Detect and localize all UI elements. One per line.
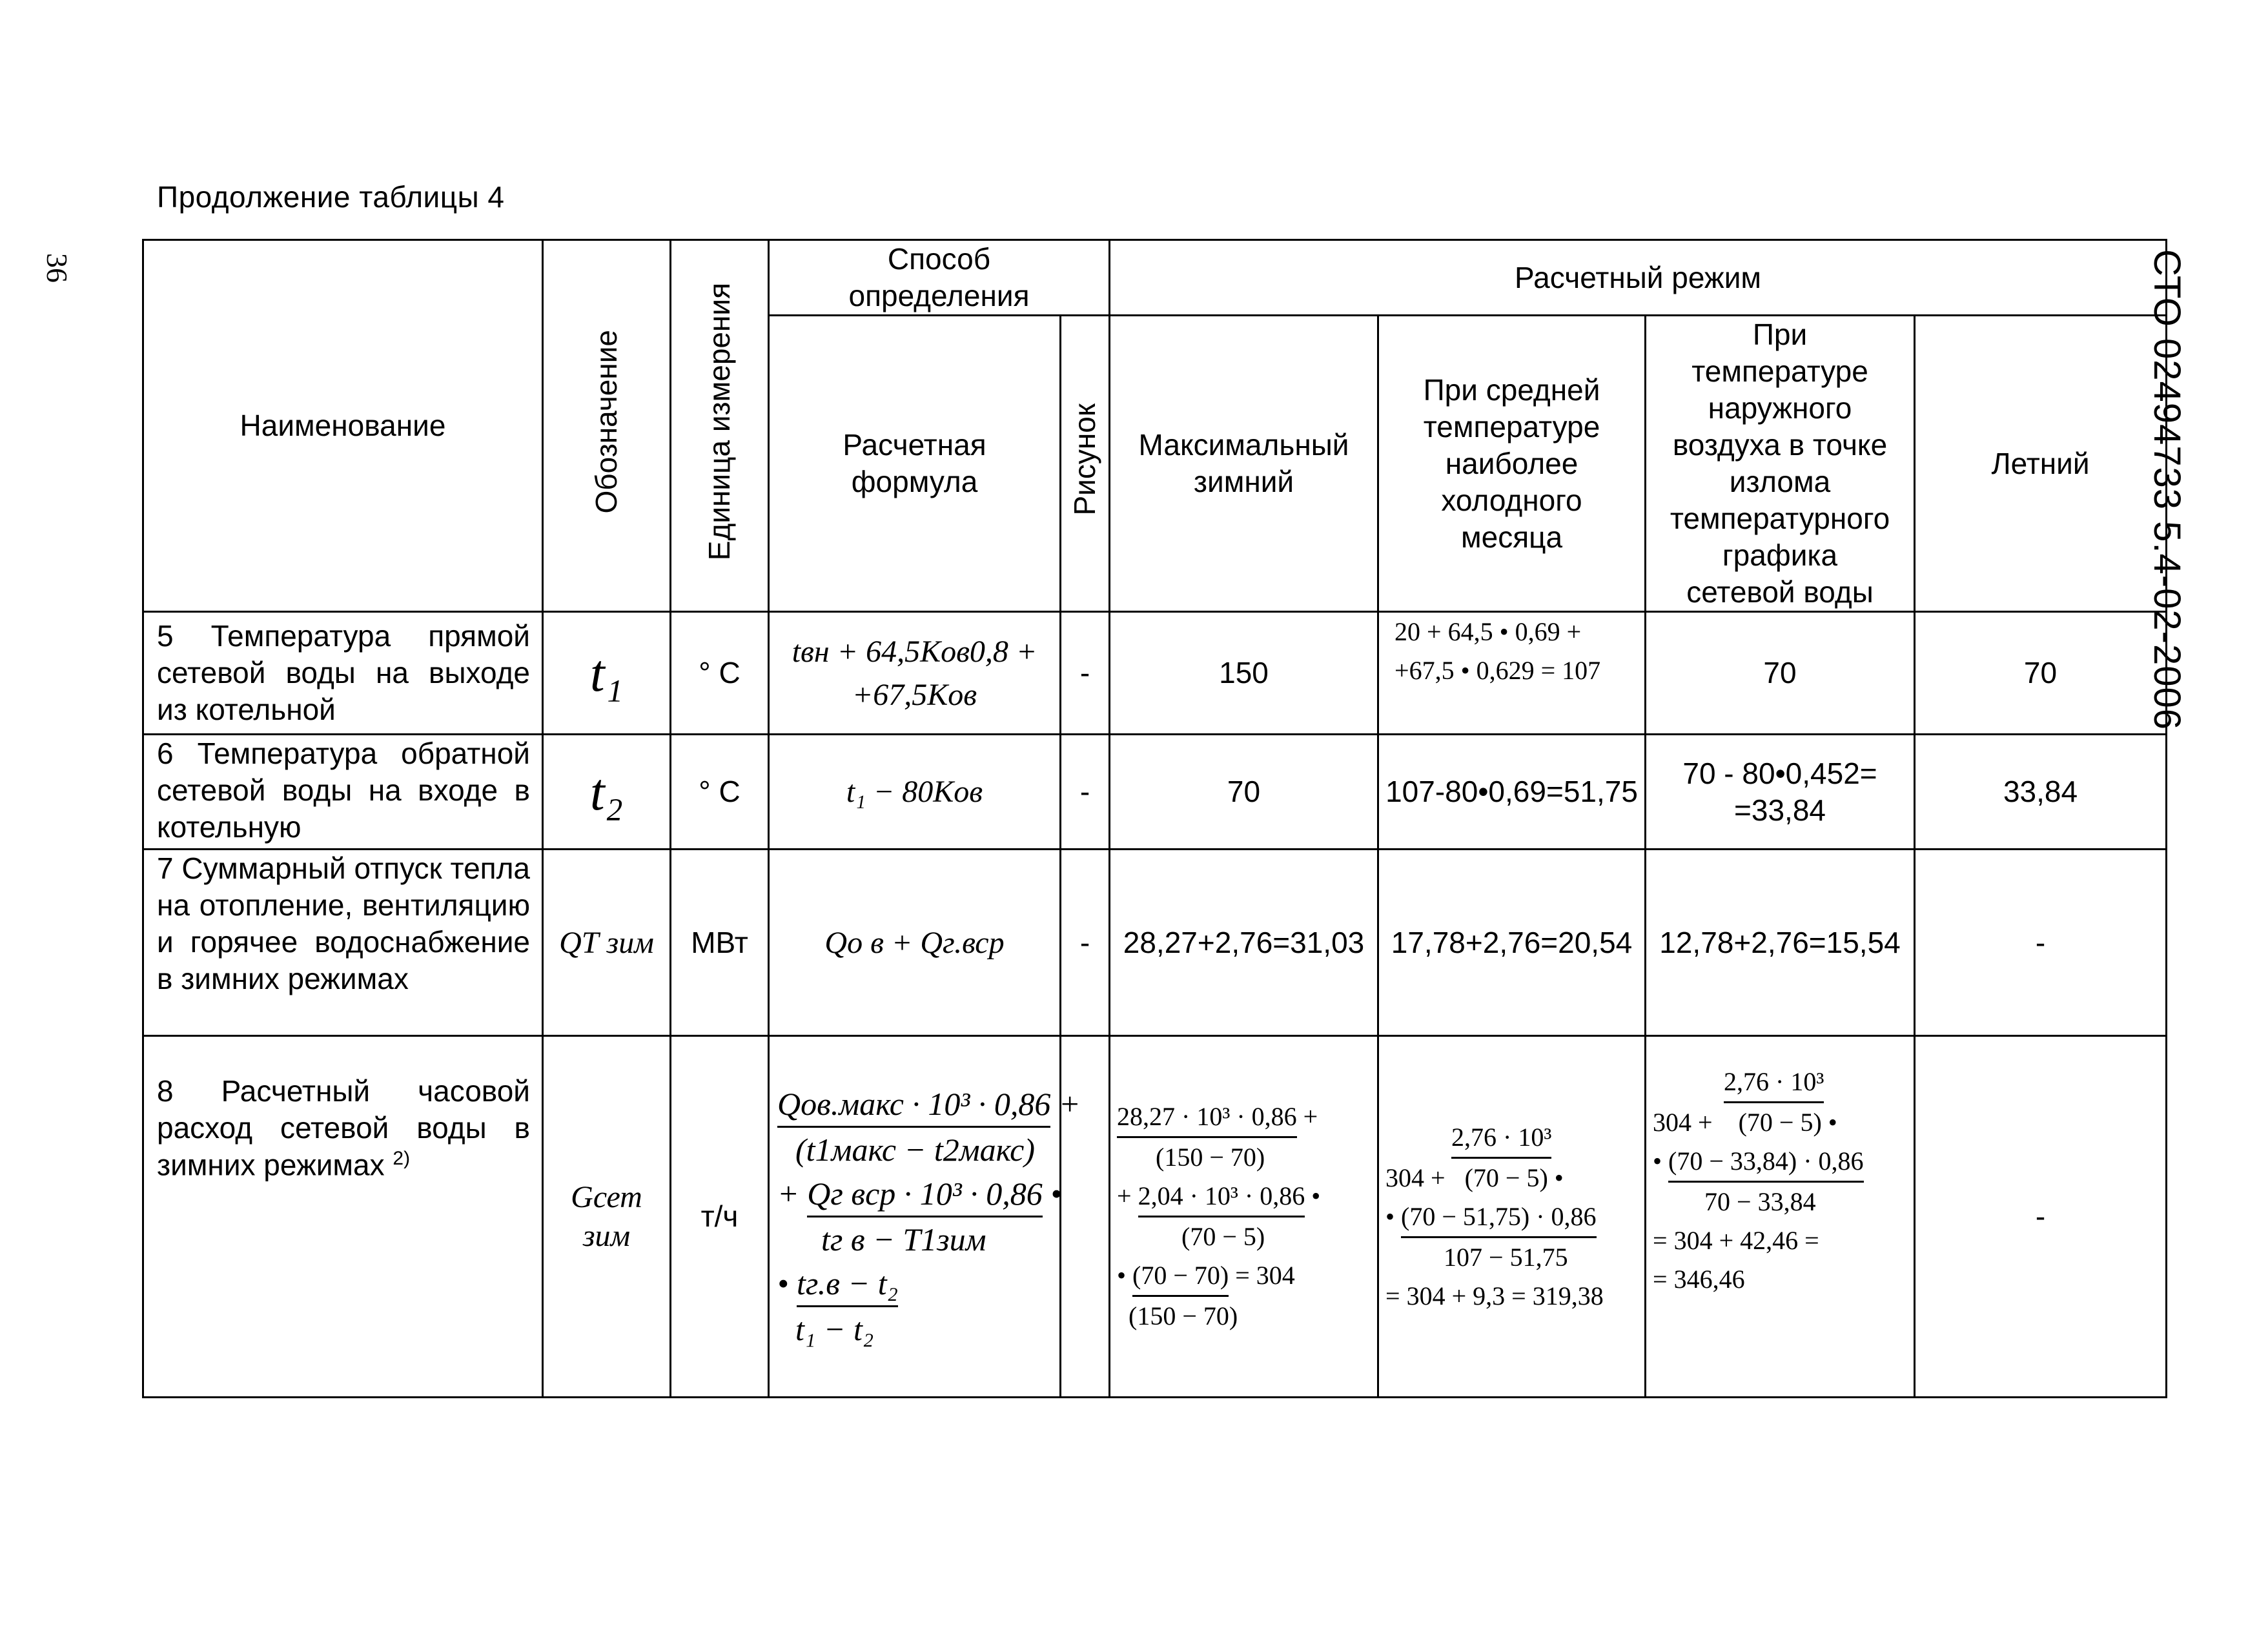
row-avg-cold: 17,78+2,76=20,54 bbox=[1378, 850, 1646, 1036]
row-name: 8 Расчетный часовой расход сетевой воды в зимних режимах $^{2)}$ bbox=[143, 1036, 543, 1398]
table-caption: Продолжение таблицы 4 bbox=[157, 180, 505, 214]
data-table bbox=[142, 239, 2167, 1398]
row-symbol: t₁ bbox=[543, 612, 671, 735]
row-symbol: t₂ bbox=[543, 735, 671, 850]
row-break-point: 70 - 80•0,452= =33,84 bbox=[1646, 735, 1915, 850]
table-row bbox=[143, 850, 2167, 1036]
row-max-winter: 28,27 · 10³ · 0,86 + (150 − 70) + 2,04 · 10³ · 0,86 • (70 − 5) • (70 − 70) = 304 (150 − 70) bbox=[1110, 1036, 1378, 1398]
row-avg-cold: 2,76 · 10³ 304 + (70 − 5) • • (70 − 51,75) · 0,86 107 − 51,75 = 304 + 9,3 = 319,38 bbox=[1378, 1036, 1646, 1398]
header-method: Способ определения bbox=[769, 240, 1110, 316]
row-avg-cold: 20 + 64,5 • 0,69 + +67,5 • 0,629 = 107 bbox=[1378, 612, 1646, 735]
row-unit: т/ч bbox=[671, 1036, 769, 1398]
row-figure: - bbox=[1061, 735, 1110, 850]
row-max-winter: 70 bbox=[1110, 735, 1378, 850]
table-row bbox=[143, 1036, 2167, 1398]
row-symbol: Gсет зим bbox=[543, 1036, 671, 1398]
header-max-winter: Максимальный зимний bbox=[1110, 316, 1378, 612]
page-number: 36 bbox=[41, 253, 74, 283]
row-formula: tвн + 64,5Kов0,8 + +67,5Kов bbox=[769, 612, 1061, 735]
row-figure: - bbox=[1061, 850, 1110, 1036]
document-code: СТО 02494733 5.4-02-2006 bbox=[2146, 249, 2188, 730]
header-summer: Летний bbox=[1915, 316, 2167, 612]
footnote-mark: 2) bbox=[393, 1148, 411, 1170]
header-avg-cold: При средней температуре наиболее холодного месяца bbox=[1378, 316, 1646, 612]
table-row bbox=[143, 612, 2167, 735]
row-name: 7 Суммарный отпуск тепла на отопление, вентиляцию и горячее водоснабжение в зимних режимах bbox=[143, 850, 543, 1036]
row-formula: Qов.макс · 10³ · 0,86 + (t1макс − t2макс) + Qг вcp · 10³ · 0,86 • tг в − T1зим • tг.в − t₂ t₁ − t₂ bbox=[769, 1036, 1061, 1398]
row-avg-cold: 107-80•0,69=51,75 bbox=[1378, 735, 1646, 850]
header-formula: Расчетная формула bbox=[769, 316, 1061, 612]
row-unit: ° С bbox=[671, 735, 769, 850]
header-name: Наименование bbox=[143, 240, 543, 612]
row-summer: 70 bbox=[1915, 612, 2167, 735]
row-summer: - bbox=[1915, 850, 2167, 1036]
header-row-1 bbox=[143, 240, 2167, 316]
header-unit: Единица измерения bbox=[671, 240, 769, 612]
row-formula: t₁ − 80Kов bbox=[769, 735, 1061, 850]
row-break-point: 70 bbox=[1646, 612, 1915, 735]
row-formula: Qо в + Qг.всp bbox=[769, 850, 1061, 1036]
row-name: 5 Температура прямой сетевой воды на выходе из котельной bbox=[143, 612, 543, 735]
row-break-point: 12,78+2,76=15,54 bbox=[1646, 850, 1915, 1036]
row-unit: МВт bbox=[671, 850, 769, 1036]
row-break-point: 2,76 · 10³ 304 + (70 − 5) • • (70 − 33,84) · 0,86 70 − 33,84 = 304 + 42,46 = = 346,46 bbox=[1646, 1036, 1915, 1398]
row-figure: - bbox=[1061, 612, 1110, 735]
row-summer: 33,84 bbox=[1915, 735, 2167, 850]
header-figure: Рисунок bbox=[1061, 316, 1110, 612]
table-row bbox=[143, 735, 2167, 850]
row-symbol: QТ зим bbox=[543, 850, 671, 1036]
header-mode: Расчетный режим bbox=[1110, 240, 2167, 316]
row-summer: - bbox=[1915, 1036, 2167, 1398]
row-max-winter: 28,27+2,76=31,03 bbox=[1110, 850, 1378, 1036]
row-name: 6 Температура обратной сетевой воды на входе в котельную bbox=[143, 735, 543, 850]
header-break-point: При температуре наружного воздуха в точке излома температурного графика сетевой воды bbox=[1646, 316, 1915, 612]
header-designation: Обозначение bbox=[543, 240, 671, 612]
row-max-winter: 150 bbox=[1110, 612, 1378, 735]
row-unit: ° С bbox=[671, 612, 769, 735]
